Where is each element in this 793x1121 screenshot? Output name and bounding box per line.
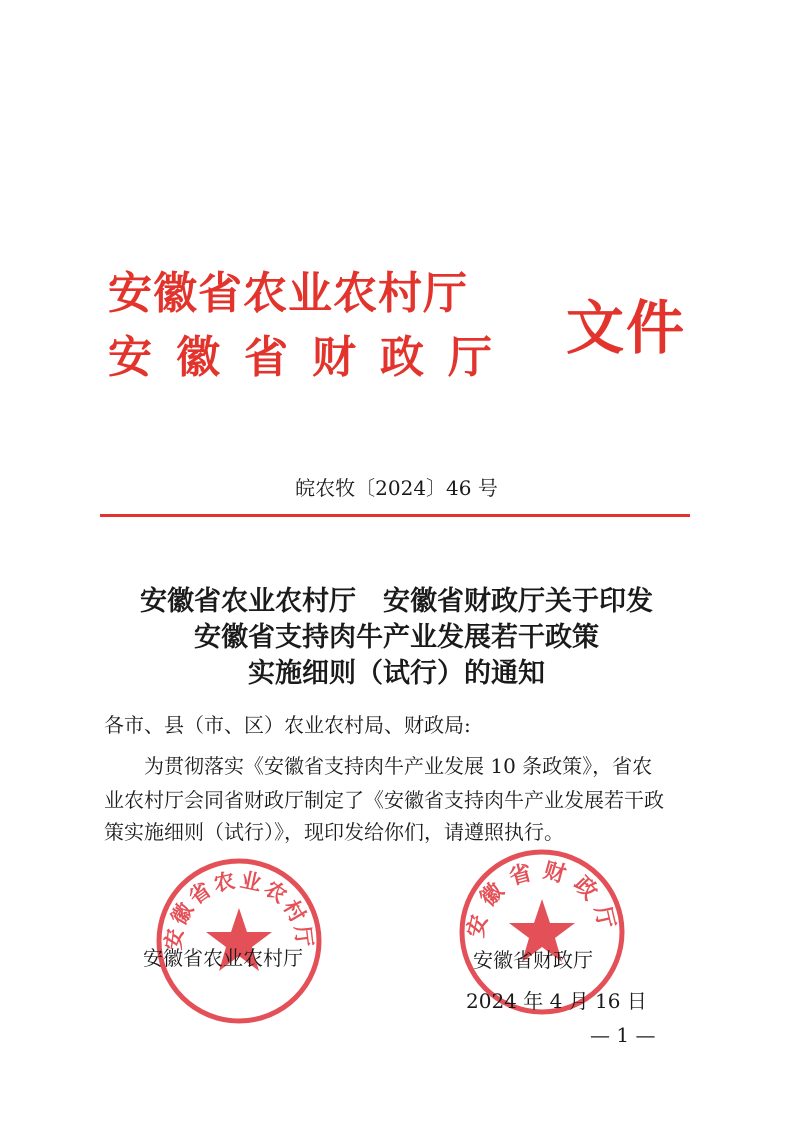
issue-date: 2024 年 4 月 16 日 xyxy=(466,989,647,1013)
issuer-line-agriculture: 安徽省农业农村厅 xyxy=(108,268,468,319)
body-paragraph-line: 策实施细则（试行）》，现印发给你们，请遵照执行。 xyxy=(104,820,564,844)
signatory-agriculture: 安徽省农业农村厅 xyxy=(143,946,303,970)
notice-title-line2: 安徽省支持肉牛产业发展若干政策 xyxy=(194,622,599,653)
signatory-finance: 安徽省财政厅 xyxy=(473,948,593,972)
notice-title-line1: 安徽省农业农村厅 安徽省财政厅关于印发 xyxy=(140,586,653,617)
header-divider xyxy=(100,514,690,517)
seal-text: 安徽省财政厅 xyxy=(462,857,622,940)
body-paragraph-line: 为贯彻落实《安徽省支持肉牛产业发展 10 条政策》，省农 xyxy=(144,754,653,778)
salutation: 各市、县（市、区）农业农村局、财政局: xyxy=(104,713,471,737)
body-paragraph-line: 业农村厅会同省财政厅制定了《安徽省支持肉牛产业发展若干政 xyxy=(104,788,664,812)
issuer-line-finance: 安徽省财政厅 xyxy=(108,332,516,383)
agriculture-dept-seal xyxy=(154,856,324,1026)
seal-text: 安徽省农业农村厅 xyxy=(160,866,318,952)
page-number: — 1 — xyxy=(590,1023,656,1047)
document-number: 皖农牧〔2024〕46 号 xyxy=(295,476,498,500)
notice-title-line3: 实施细则（试行）的通知 xyxy=(248,658,545,689)
document-type-label: 文件 xyxy=(566,294,687,362)
